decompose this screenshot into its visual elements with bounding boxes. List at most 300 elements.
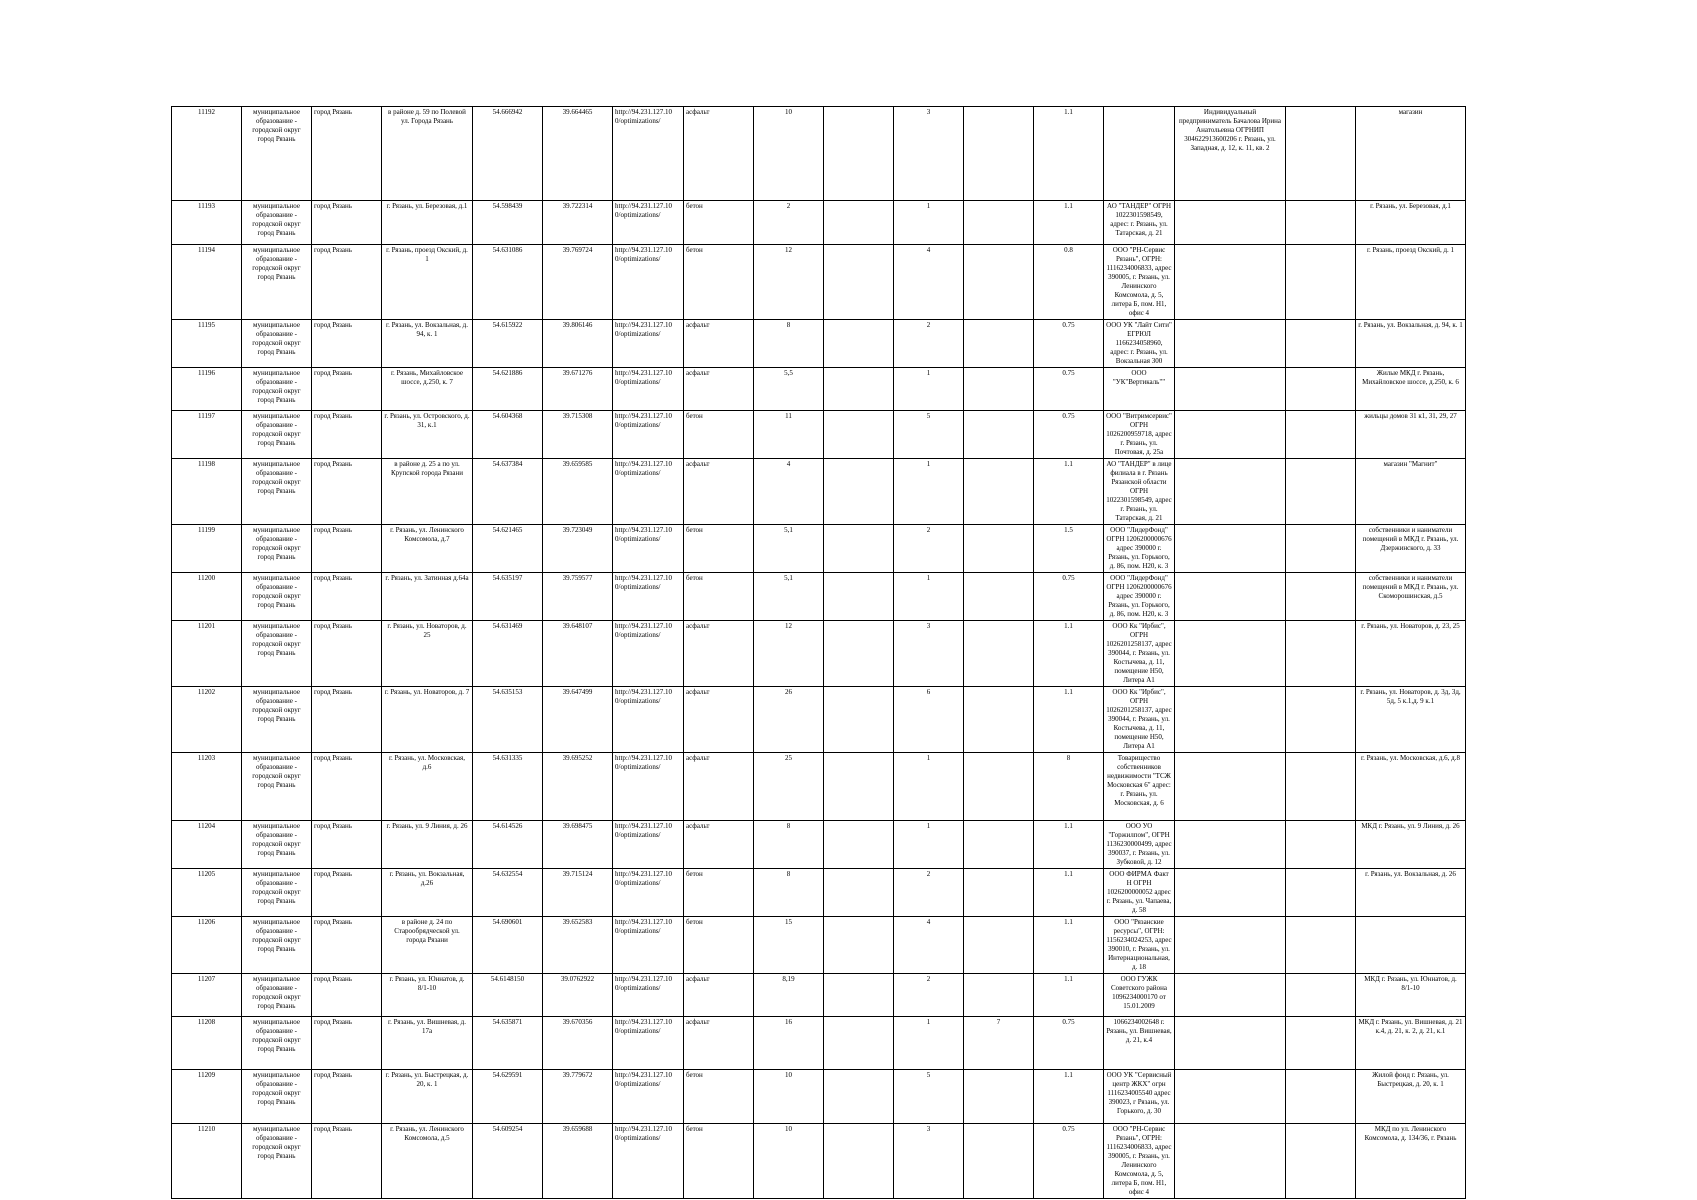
waste-source-cell: собственники и наниматели помещений в МКД г. Рязань, ул. Дзержинского, д. 33	[1356, 525, 1466, 573]
link-cell: http://94.231.127.10 0/optimizations/	[613, 107, 684, 201]
row-number: 11210	[172, 1124, 242, 1199]
city-cell: город Рязань	[312, 201, 382, 245]
link-cell: http://94.231.127.10 0/optimizations/	[613, 368, 684, 411]
area-cell: 5,1	[754, 525, 824, 573]
area-cell: 12	[754, 621, 824, 687]
area-cell: 12	[754, 245, 824, 320]
table-row	[172, 459, 1466, 525]
waste-source-cell: г. Рязань, проезд Окский, д. 1	[1356, 245, 1466, 320]
waste-source-cell: г. Рязань, ул. Вокзальная, д. 94, к. 1	[1356, 320, 1466, 368]
volume-cell: 1.1	[1034, 107, 1104, 201]
table-row	[172, 525, 1466, 573]
link-cell: http://94.231.127.10 0/optimizations/	[613, 245, 684, 320]
latitude-cell: 54.621465	[473, 525, 543, 573]
location-cell: в районе д. 25 а по ул. Крупской города Рязани	[382, 459, 473, 525]
volume-cell: 8	[1034, 753, 1104, 821]
municipality-cell: муниципальное образование - городской округ город Рязань	[242, 1017, 312, 1070]
volume-cell: 1.1	[1034, 869, 1104, 917]
operator-cell	[1175, 201, 1286, 245]
empty-cell	[824, 1070, 894, 1124]
municipality-cell: муниципальное образование - городской округ город Рязань	[242, 459, 312, 525]
extra-count-cell	[964, 917, 1034, 974]
longitude-cell: 39.715308	[543, 411, 613, 459]
table-row	[172, 753, 1466, 821]
latitude-cell: 54.631335	[473, 753, 543, 821]
municipality-cell: муниципальное образование - городской округ город Рязань	[242, 525, 312, 573]
city-cell: город Рязань	[312, 621, 382, 687]
municipality-cell: муниципальное образование - городской округ город Рязань	[242, 621, 312, 687]
operator-cell	[1175, 687, 1286, 753]
empty-cell	[1286, 245, 1356, 320]
latitude-cell: 54.635197	[473, 573, 543, 621]
empty-cell	[1286, 201, 1356, 245]
table-row	[172, 1070, 1466, 1124]
extra-count-cell: 7	[964, 1017, 1034, 1070]
link-cell: http://94.231.127.10 0/optimizations/	[613, 411, 684, 459]
extra-count-cell	[964, 974, 1034, 1017]
link-cell: http://94.231.127.10 0/optimizations/	[613, 1124, 684, 1199]
extra-count-cell	[964, 1070, 1034, 1124]
location-cell: г. Рязань, ул. Ленинского Комсомола, д.5	[382, 1124, 473, 1199]
container-count-cell: 4	[894, 917, 964, 974]
city-cell: город Рязань	[312, 917, 382, 974]
row-number: 11202	[172, 687, 242, 753]
latitude-cell: 54.690601	[473, 917, 543, 974]
row-number: 11199	[172, 525, 242, 573]
table-row	[172, 411, 1466, 459]
container-count-cell: 3	[894, 1124, 964, 1199]
extra-count-cell	[964, 411, 1034, 459]
empty-cell	[824, 368, 894, 411]
empty-cell	[824, 525, 894, 573]
volume-cell: 0.75	[1034, 1124, 1104, 1199]
city-cell: город Рязань	[312, 573, 382, 621]
table-row	[172, 573, 1466, 621]
operator-cell	[1175, 245, 1286, 320]
area-cell: 16	[754, 1017, 824, 1070]
area-cell: 5,1	[754, 573, 824, 621]
location-cell: г. Рязань, ул. Вокзальная, д. 94, к. 1	[382, 320, 473, 368]
owner-cell: АО "ТАНДЕР" в лице филиала в г. Рязань Рязанской области ОГРН 1022301598549, адрес г. Рязань, ул. Татарская, д. 21	[1104, 459, 1175, 525]
surface-cell: бетон	[684, 245, 754, 320]
area-cell: 2	[754, 201, 824, 245]
latitude-cell: 54.632554	[473, 869, 543, 917]
table-row	[172, 621, 1466, 687]
volume-cell: 1.1	[1034, 621, 1104, 687]
link-cell: http://94.231.127.10 0/optimizations/	[613, 1070, 684, 1124]
municipality-cell: муниципальное образование - городской округ город Рязань	[242, 368, 312, 411]
surface-cell: бетон	[684, 411, 754, 459]
city-cell: город Рязань	[312, 1017, 382, 1070]
location-cell: г. Рязань, ул. Новаторов, д. 7	[382, 687, 473, 753]
municipality-cell: муниципальное образование - городской округ город Рязань	[242, 320, 312, 368]
latitude-cell: 54.6148150	[473, 974, 543, 1017]
longitude-cell: 39.806146	[543, 320, 613, 368]
city-cell: город Рязань	[312, 320, 382, 368]
latitude-cell: 54.604368	[473, 411, 543, 459]
latitude-cell: 54.637384	[473, 459, 543, 525]
row-number: 11193	[172, 201, 242, 245]
empty-cell	[824, 753, 894, 821]
location-cell: г. Рязань, ул. Ленинского Комсомола, д.7	[382, 525, 473, 573]
location-cell: в районе д. 59 по Полевой ул. Города Рязань	[382, 107, 473, 201]
empty-cell	[1286, 411, 1356, 459]
latitude-cell: 54.621886	[473, 368, 543, 411]
operator-cell	[1175, 753, 1286, 821]
container-count-cell: 6	[894, 687, 964, 753]
longitude-cell: 39.647499	[543, 687, 613, 753]
longitude-cell: 39.648107	[543, 621, 613, 687]
volume-cell: 0.75	[1034, 411, 1104, 459]
longitude-cell: 39.698475	[543, 821, 613, 869]
owner-cell: ООО ФИРМА Факт Н ОГРН 1026200000052 адрес г. Рязань, ул. Чапаева, д. 58	[1104, 869, 1175, 917]
operator-cell	[1175, 1124, 1286, 1199]
extra-count-cell	[964, 687, 1034, 753]
volume-cell: 1.1	[1034, 459, 1104, 525]
empty-cell	[824, 245, 894, 320]
container-count-cell: 2	[894, 869, 964, 917]
latitude-cell: 54.615922	[473, 320, 543, 368]
longitude-cell: 39.664465	[543, 107, 613, 201]
operator-cell	[1175, 821, 1286, 869]
owner-cell: Товарищество собственников недвижимости "ТСЖ Московская 6" адрес: г. Рязань, ул. Московская, д. 6	[1104, 753, 1175, 821]
container-count-cell: 1	[894, 821, 964, 869]
municipality-cell: муниципальное образование - городской округ город Рязань	[242, 107, 312, 201]
table-row	[172, 320, 1466, 368]
latitude-cell: 54.635871	[473, 1017, 543, 1070]
area-cell: 15	[754, 917, 824, 974]
area-cell: 8	[754, 821, 824, 869]
waste-source-cell: магазин	[1356, 107, 1466, 201]
latitude-cell: 54.609254	[473, 1124, 543, 1199]
city-cell: город Рязань	[312, 1124, 382, 1199]
table-row	[172, 974, 1466, 1017]
municipality-cell: муниципальное образование - городской округ город Рязань	[242, 1124, 312, 1199]
city-cell: город Рязань	[312, 411, 382, 459]
surface-cell: асфальт	[684, 368, 754, 411]
surface-cell: бетон	[684, 917, 754, 974]
empty-cell	[1286, 917, 1356, 974]
longitude-cell: 39.723049	[543, 525, 613, 573]
surface-cell: асфальт	[684, 1017, 754, 1070]
owner-cell: ООО Кк "Ирбис", ОГРН 1026201258137, адрес 390044, г. Рязань, ул. Костычева, д. 11, помещение Н50, Литера А1	[1104, 687, 1175, 753]
area-cell: 8,19	[754, 974, 824, 1017]
container-count-cell: 1	[894, 753, 964, 821]
surface-cell: асфальт	[684, 621, 754, 687]
waste-source-cell: г. Рязань, ул. Вокзальная, д. 26	[1356, 869, 1466, 917]
container-count-cell: 1	[894, 459, 964, 525]
waste-source-cell: г. Рязань, ул. Березовая, д.1	[1356, 201, 1466, 245]
container-count-cell: 1	[894, 573, 964, 621]
extra-count-cell	[964, 245, 1034, 320]
empty-cell	[1286, 525, 1356, 573]
empty-cell	[824, 917, 894, 974]
operator-cell	[1175, 917, 1286, 974]
municipality-cell: муниципальное образование - городской округ город Рязань	[242, 687, 312, 753]
empty-cell	[1286, 1124, 1356, 1199]
volume-cell: 1.5	[1034, 525, 1104, 573]
link-cell: http://94.231.127.10 0/optimizations/	[613, 869, 684, 917]
operator-cell	[1175, 368, 1286, 411]
waste-source-cell	[1356, 917, 1466, 974]
link-cell: http://94.231.127.10 0/optimizations/	[613, 917, 684, 974]
latitude-cell: 54.635153	[473, 687, 543, 753]
row-number: 11194	[172, 245, 242, 320]
empty-cell	[1286, 621, 1356, 687]
row-number: 11197	[172, 411, 242, 459]
table-row	[172, 687, 1466, 753]
operator-cell	[1175, 525, 1286, 573]
waste-source-cell: г. Рязань, ул. Московская, д.6, д.8	[1356, 753, 1466, 821]
location-cell: г. Рязань, ул. Вокзальная, д.26	[382, 869, 473, 917]
longitude-cell: 39.0762922	[543, 974, 613, 1017]
empty-cell	[1286, 1070, 1356, 1124]
owner-cell: ООО "Рязанские ресурсы", ОГРН: 1156234024253, адрес 390010, г. Рязань, ул. Интернациональная, д. 18	[1104, 917, 1175, 974]
operator-cell	[1175, 573, 1286, 621]
empty-cell	[824, 869, 894, 917]
city-cell: город Рязань	[312, 107, 382, 201]
city-cell: город Рязань	[312, 869, 382, 917]
municipality-cell: муниципальное образование - городской округ город Рязань	[242, 869, 312, 917]
owner-cell: ООО "РН-Сервис Рязань", ОГРН: 1116234006833, адрес 390005, г. Рязань, ул. Ленинского Комсомола, д. 5, литера Б, пом. Н1, офис 4	[1104, 245, 1175, 320]
owner-cell	[1104, 107, 1175, 201]
location-cell: г. Рязань, ул. Березовая, д.1	[382, 201, 473, 245]
empty-cell	[824, 687, 894, 753]
location-cell: г. Рязань, ул. Московская, д.6	[382, 753, 473, 821]
owner-cell: ООО "Витримсервис" ОГРН 1026200959718, адрес г. Рязань, ул. Почтовая, д. 25а	[1104, 411, 1175, 459]
empty-cell	[1286, 974, 1356, 1017]
surface-cell: асфальт	[684, 753, 754, 821]
extra-count-cell	[964, 753, 1034, 821]
owner-cell: АО "ТАНДЕР" ОГРН 1022301598549, адрес: г. Рязань, ул. Татарская, д. 21	[1104, 201, 1175, 245]
row-number: 11205	[172, 869, 242, 917]
link-cell: http://94.231.127.10 0/optimizations/	[613, 1017, 684, 1070]
link-cell: http://94.231.127.10 0/optimizations/	[613, 687, 684, 753]
container-count-cell: 3	[894, 621, 964, 687]
municipality-cell: муниципальное образование - городской округ город Рязань	[242, 201, 312, 245]
owner-cell: ООО "ЛидерФонд" ОГРН 1206200000676 адрес 390000 г. Рязань, ул. Горького, д. 86, пом. Н20, к. 3	[1104, 573, 1175, 621]
row-number: 11198	[172, 459, 242, 525]
location-cell: г. Рязань, ул. Островского, д. 31, к.1	[382, 411, 473, 459]
surface-cell: бетон	[684, 525, 754, 573]
surface-cell: асфальт	[684, 107, 754, 201]
empty-cell	[1286, 459, 1356, 525]
owner-cell: ООО "РН-Сервис Рязань", ОГРН: 1116234006833, адрес 390005, г. Рязань, ул. Ленинского Комсомола, д. 5, литера Б, пом. Н1, офис 4	[1104, 1124, 1175, 1199]
empty-cell	[824, 1124, 894, 1199]
extra-count-cell	[964, 573, 1034, 621]
location-cell: г. Рязань, ул. 9 Линия, д. 26	[382, 821, 473, 869]
latitude-cell: 54.629591	[473, 1070, 543, 1124]
waste-source-cell: жильцы домов 31 к1, 31, 29, 27	[1356, 411, 1466, 459]
empty-cell	[1286, 368, 1356, 411]
container-count-cell: 4	[894, 245, 964, 320]
waste-source-cell: г. Рязань, ул. Новаторов, д. 3д, 3д, 5д, 5 к.1,д. 9 к.1	[1356, 687, 1466, 753]
city-cell: город Рязань	[312, 245, 382, 320]
extra-count-cell	[964, 368, 1034, 411]
extra-count-cell	[964, 525, 1034, 573]
link-cell: http://94.231.127.10 0/optimizations/	[613, 974, 684, 1017]
volume-cell: 0.75	[1034, 368, 1104, 411]
longitude-cell: 39.671276	[543, 368, 613, 411]
container-count-cell: 5	[894, 411, 964, 459]
area-cell: 26	[754, 687, 824, 753]
municipality-cell: муниципальное образование - городской округ город Рязань	[242, 917, 312, 974]
volume-cell: 0.75	[1034, 573, 1104, 621]
location-cell: в районе д. 24 по Старообрядческой ул. города Рязани	[382, 917, 473, 974]
extra-count-cell	[964, 201, 1034, 245]
volume-cell: 1.1	[1034, 201, 1104, 245]
row-number: 11209	[172, 1070, 242, 1124]
location-cell: г. Рязань, проезд Окский, д. 1	[382, 245, 473, 320]
container-count-cell: 2	[894, 320, 964, 368]
latitude-cell: 54.631086	[473, 245, 543, 320]
municipality-cell: муниципальное образование - городской округ город Рязань	[242, 753, 312, 821]
owner-cell: ООО ГУЖК Советского района 1096234000170 от 15.01.2009	[1104, 974, 1175, 1017]
surface-cell: бетон	[684, 869, 754, 917]
volume-cell: 1.1	[1034, 821, 1104, 869]
municipality-cell: муниципальное образование - городской округ город Рязань	[242, 573, 312, 621]
city-cell: город Рязань	[312, 459, 382, 525]
latitude-cell: 54.614526	[473, 821, 543, 869]
row-number: 11200	[172, 573, 242, 621]
empty-cell	[824, 201, 894, 245]
city-cell: город Рязань	[312, 974, 382, 1017]
link-cell: http://94.231.127.10 0/optimizations/	[613, 821, 684, 869]
row-number: 11206	[172, 917, 242, 974]
empty-cell	[824, 621, 894, 687]
link-cell: http://94.231.127.10 0/optimizations/	[613, 573, 684, 621]
owner-cell: 1066234002648 г. Рязань, ул. Вишневая, д. 21, к.4	[1104, 1017, 1175, 1070]
link-cell: http://94.231.127.10 0/optimizations/	[613, 525, 684, 573]
table-row	[172, 107, 1466, 201]
longitude-cell: 39.659585	[543, 459, 613, 525]
longitude-cell: 39.769724	[543, 245, 613, 320]
location-cell: г. Рязань, ул. Юннатов, д. 8/1-10	[382, 974, 473, 1017]
link-cell: http://94.231.127.10 0/optimizations/	[613, 621, 684, 687]
row-number: 11204	[172, 821, 242, 869]
location-cell: г. Рязань, ул. Новаторов, д. 25	[382, 621, 473, 687]
municipality-cell: муниципальное образование - городской округ город Рязань	[242, 245, 312, 320]
longitude-cell: 39.670356	[543, 1017, 613, 1070]
operator-cell	[1175, 1070, 1286, 1124]
empty-cell	[824, 573, 894, 621]
empty-cell	[1286, 107, 1356, 201]
row-number: 11207	[172, 974, 242, 1017]
city-cell: город Рязань	[312, 1070, 382, 1124]
area-cell: 25	[754, 753, 824, 821]
area-cell: 10	[754, 1070, 824, 1124]
area-cell: 8	[754, 869, 824, 917]
area-cell: 10	[754, 107, 824, 201]
latitude-cell: 54.631469	[473, 621, 543, 687]
row-number: 11203	[172, 753, 242, 821]
empty-cell	[824, 821, 894, 869]
area-cell: 4	[754, 459, 824, 525]
container-count-cell: 1	[894, 368, 964, 411]
surface-cell: бетон	[684, 1070, 754, 1124]
surface-cell: асфальт	[684, 320, 754, 368]
volume-cell: 1.1	[1034, 974, 1104, 1017]
empty-cell	[824, 459, 894, 525]
waste-source-cell: собственники и наниматели помещений в МКД г. Рязань, ул. Скоморошинская, д.5	[1356, 573, 1466, 621]
operator-cell	[1175, 1017, 1286, 1070]
location-cell: г. Рязань, Михайловское шоссе, д.250, к. 7	[382, 368, 473, 411]
table-row	[172, 821, 1466, 869]
city-cell: город Рязань	[312, 687, 382, 753]
operator-cell	[1175, 974, 1286, 1017]
owner-cell: ООО УК "Лайт Сити" ЕГРЮЛ 1166234058960, адрес: г. Рязань, ул. Вокзальная 300	[1104, 320, 1175, 368]
municipality-cell: муниципальное образование - городской округ город Рязань	[242, 974, 312, 1017]
empty-cell	[1286, 320, 1356, 368]
longitude-cell: 39.652583	[543, 917, 613, 974]
location-cell: г. Рязань, ул. Вишневая, д. 17а	[382, 1017, 473, 1070]
waste-source-cell: МКД по ул. Ленинского Комсомола, д. 134/36, г. Рязань	[1356, 1124, 1466, 1199]
operator-cell	[1175, 621, 1286, 687]
extra-count-cell	[964, 459, 1034, 525]
link-cell: http://94.231.127.10 0/optimizations/	[613, 320, 684, 368]
waste-source-cell: МКД г. Рязань, ул. Вишневая, д. 21 к.4, д. 21, к. 2, д. 21, к.1	[1356, 1017, 1466, 1070]
operator-cell	[1175, 459, 1286, 525]
longitude-cell: 39.779672	[543, 1070, 613, 1124]
municipality-cell: муниципальное образование - городской округ город Рязань	[242, 821, 312, 869]
longitude-cell: 39.715124	[543, 869, 613, 917]
municipality-cell: муниципальное образование - городской округ город Рязань	[242, 411, 312, 459]
table-row	[172, 869, 1466, 917]
city-cell: город Рязань	[312, 525, 382, 573]
waste-source-cell: г. Рязань, ул. Новаторов, д. 23, 25	[1356, 621, 1466, 687]
surface-cell: асфальт	[684, 459, 754, 525]
empty-cell	[824, 320, 894, 368]
empty-cell	[1286, 573, 1356, 621]
empty-cell	[824, 411, 894, 459]
table-row	[172, 1124, 1466, 1199]
city-cell: город Рязань	[312, 821, 382, 869]
table-row	[172, 1017, 1466, 1070]
volume-cell: 0.8	[1034, 245, 1104, 320]
container-count-cell: 1	[894, 1017, 964, 1070]
table-row	[172, 368, 1466, 411]
waste-source-cell: Жилой фонд г. Рязань, ул. Быстрецкая, д. 20, к. 1	[1356, 1070, 1466, 1124]
city-cell: город Рязань	[312, 753, 382, 821]
owner-cell: ООО УО "Горжилпом", ОГРН 1136230000499, адрес 390037, г. Рязань, ул. Зубковой, д. 12	[1104, 821, 1175, 869]
waste-source-cell: МКД г. Рязань, ул. 9 Линия, д. 26	[1356, 821, 1466, 869]
empty-cell	[1286, 869, 1356, 917]
operator-cell	[1175, 869, 1286, 917]
row-number: 11192	[172, 107, 242, 201]
empty-cell	[1286, 821, 1356, 869]
surface-cell: асфальт	[684, 821, 754, 869]
location-cell: г. Рязань, ул. Быстрецкая, д. 20, к. 1	[382, 1070, 473, 1124]
waste-source-cell: магазин "Магнит"	[1356, 459, 1466, 525]
volume-cell: 0.75	[1034, 320, 1104, 368]
empty-cell	[824, 107, 894, 201]
empty-cell	[1286, 753, 1356, 821]
table-row	[172, 201, 1466, 245]
link-cell: http://94.231.127.10 0/optimizations/	[613, 459, 684, 525]
owner-cell: ООО "ЛидерФонд" ОГРН 1206200000676 адрес 390000 г. Рязань, ул. Горького, д. 86, пом. Н20, к. 3	[1104, 525, 1175, 573]
surface-cell: асфальт	[684, 687, 754, 753]
table-row	[172, 917, 1466, 974]
municipality-cell: муниципальное образование - городской округ город Рязань	[242, 1070, 312, 1124]
row-number: 11195	[172, 320, 242, 368]
extra-count-cell	[964, 621, 1034, 687]
link-cell: http://94.231.127.10 0/optimizations/	[613, 753, 684, 821]
operator-cell	[1175, 411, 1286, 459]
area-cell: 5,5	[754, 368, 824, 411]
empty-cell	[1286, 687, 1356, 753]
longitude-cell: 39.695252	[543, 753, 613, 821]
surface-cell: бетон	[684, 201, 754, 245]
